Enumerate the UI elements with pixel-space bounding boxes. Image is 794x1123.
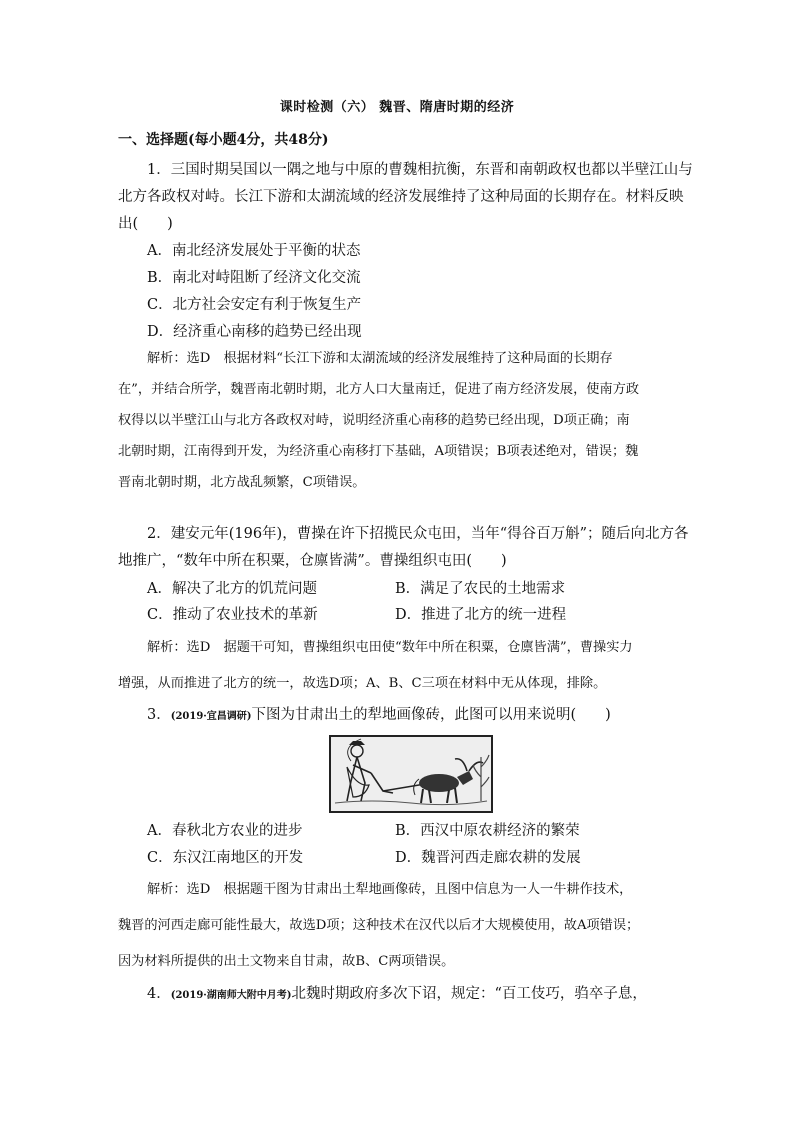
plowing-brick-image (329, 735, 493, 813)
page-title: 课时检测（六） 魏晋、隋唐时期的经济 (279, 100, 515, 115)
q3-analysis-line: 因为材料所提供的出土文物来自甘肃，故B、C两项错误。 (118, 954, 455, 969)
q1-option-c: C．北方社会安定有利于恢复生产 (147, 297, 362, 313)
q2-option-d: D．推进了北方的统一进程 (395, 607, 567, 623)
q3-stem-line (147, 706, 713, 726)
q1-option-b: B．南北对峙阻断了经济文化交流 (147, 270, 361, 286)
q2-analysis-line: 解析：选D 据题干可知，曹操组织屯田使“数年中所在积粟，仓廪皆满”，曹操实力 (147, 640, 633, 655)
q3-option-b: B．西汉中原农耕经济的繁荣 (395, 823, 580, 839)
q3-analysis-line: 魏晋的河西走廊可能性最大，故选D项；这种技术在汉代以后才大规模使用，故A项错误； (118, 918, 640, 933)
q2-option-c: C．推动了农业技术的革新 (147, 607, 318, 623)
q3-text: 下图为甘肃出土的犁地画像砖，此图可以用来说明( ) (251, 707, 611, 723)
q2-stem-line: 2．建安元年(196年)，曹操在许下招揽民众屯田，当年“得谷百万斛”；随后向北方各 (147, 526, 689, 542)
q1-stem-line: 北方各政权对峙。长江下游和太湖流域的经济发展维持了这种局面的长期存在。材料反映 (118, 189, 684, 205)
q1-stem-line: 出( ) (118, 216, 173, 232)
q1-analysis-line: 在”，并结合所学，魏晋南北朝时期，北方人口大量南迁，促进了南方经济发展，使南方政 (118, 382, 640, 397)
q2-option-b: B．满足了农民的土地需求 (395, 581, 566, 597)
q1-analysis-line: 晋南北朝时期，北方战乱频繁，C项错误。 (118, 475, 366, 490)
q3-option-c: C．东汉江南地区的开发 (147, 850, 304, 866)
q2-analysis-line: 增强，从而推进了北方的统一，故选D项；A、B、C三项在材料中无从体现，排除。 (118, 676, 607, 691)
q2-option-a: A．解决了北方的饥荒问题 (147, 581, 317, 597)
q1-analysis-line: 权得以以半壁江山与北方各政权对峙，说明经济重心南移的趋势已经出现，D项正确；南 (118, 413, 630, 428)
q2-stem-line: 地推广，“数年中所在积粟，仓廪皆满”。曹操组织屯田( ) (118, 553, 507, 569)
q1-option-d: D．经济重心南移的趋势已经出现 (147, 324, 362, 340)
q3-analysis-line: 解析：选D 根据题干图为甘肃出土犁地画像砖，且图中信息为一人一牛耕作技术， (147, 882, 633, 897)
q4-source: (2019·湖南师大附中月考) (170, 990, 292, 1001)
q3-option-d: D．魏晋河西走廊农耕的发展 (395, 850, 581, 866)
q1-analysis-line: 北朝时期，江南得到开发，为经济重心南移打下基础，A项错误；B项表述绝对，错误；魏 (118, 444, 639, 459)
q3-option-a: A．春秋北方农业的进步 (147, 823, 303, 839)
q4-number: 4． (147, 986, 171, 1002)
q4-stem-line (147, 985, 713, 1005)
q1-stem-line: 1．三国时期吴国以一隅之地与中原的曹魏相抗衡，东晋和南朝政权也都以半壁江山与 (147, 162, 693, 178)
q1-option-a: A．南北经济发展处于平衡的状态 (147, 243, 361, 259)
plowing-figure-drawing (331, 737, 491, 811)
q4-text: 北魏时期政府多次下诏，规定：“百工伎巧，驺卒子息， (291, 986, 647, 1002)
q3-number: 3． (147, 707, 171, 723)
section-heading: 一、选择题(每小题4分，共48分) (118, 132, 329, 148)
q3-source: (2019·宜昌调研) (170, 711, 252, 722)
q1-analysis-line: 解析：选D 根据材料“长江下游和太湖流域的经济发展维持了这种局面的长期存 (147, 351, 613, 366)
